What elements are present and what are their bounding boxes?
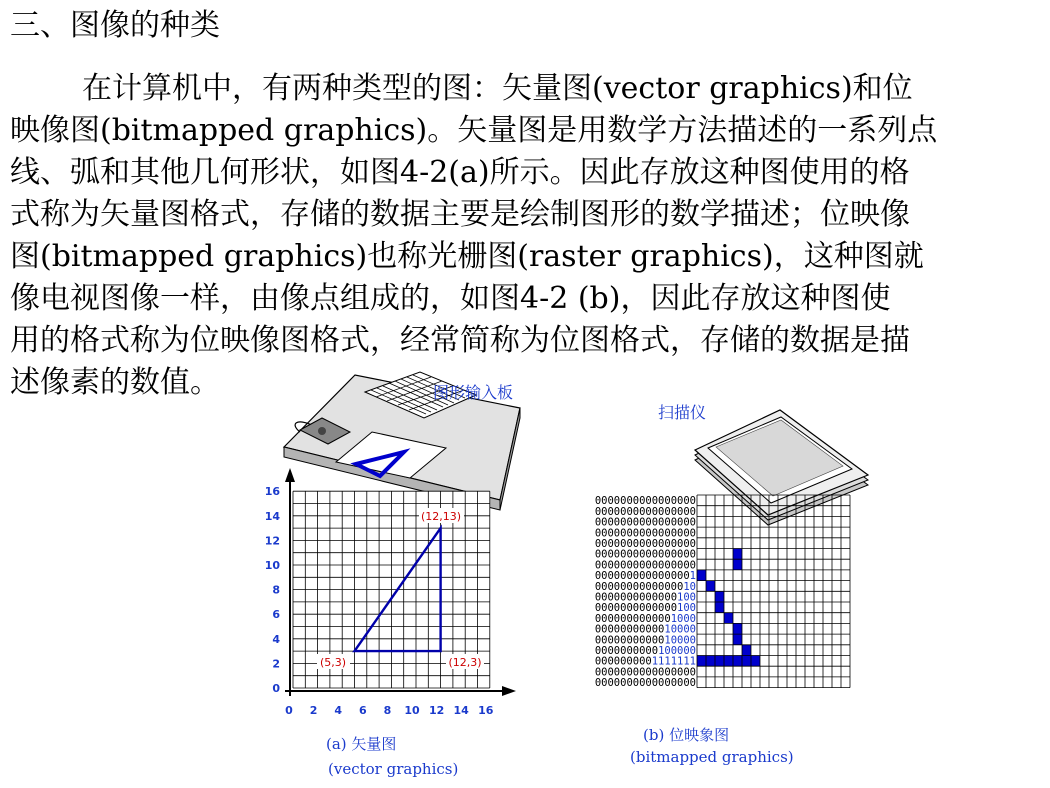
scanner-illustration xyxy=(695,410,868,525)
vector-caption-cn: (a) 矢量图 xyxy=(326,735,397,753)
y-tick-label: 16 xyxy=(264,485,280,499)
point-label: (12,13) xyxy=(420,510,462,523)
binary-row: 0000000000000100 xyxy=(594,591,696,604)
y-tick-label: 12 xyxy=(264,534,280,548)
binary-row: 0000000000000000 xyxy=(594,516,696,529)
x-tick-label: 16 xyxy=(478,704,494,717)
filled-pixel xyxy=(715,656,724,667)
binary-row: 0000000000010000 xyxy=(594,634,696,647)
y-tick-label: 14 xyxy=(264,509,280,523)
paragraph-line: 述像素的数值。 xyxy=(10,365,220,400)
bitmap-caption-cn: (b) 位映象图 xyxy=(643,726,730,744)
tablet-label: 图形输入板 xyxy=(433,383,514,402)
binary-row: 0000000000000001 xyxy=(594,570,696,583)
paragraph-line: 图(bitmapped graphics)也称光栅图(raster graphics)，这种图就 xyxy=(10,239,924,274)
vector-caption-en: (vector graphics) xyxy=(328,760,459,778)
y-tick-label: 4 xyxy=(272,632,280,646)
paragraph-line: 用的格式称为位映像图格式，经常简称为位图格式，存储的数据是描 xyxy=(10,323,910,358)
binary-row: 0000000000100000 xyxy=(594,645,696,657)
paragraph-line: 映像图(bitmapped graphics)。矢量图是用数学方法描述的一系列点 xyxy=(10,113,938,148)
paragraph-line: 线、弧和其他几何形状，如图4-2(a)所示。因此存放这种图使用的格 xyxy=(10,155,910,190)
x-tick-label: 6 xyxy=(358,704,367,717)
scanner-label: 扫描仪 xyxy=(658,403,707,422)
x-tick-label: 14 xyxy=(453,704,469,717)
point-label: (12,3) xyxy=(448,656,482,669)
filled-pixel xyxy=(715,591,724,602)
filled-pixel xyxy=(697,656,706,667)
binary-row: 0000000000010000 xyxy=(594,623,696,636)
binary-row: 0000000000000010 xyxy=(594,580,696,593)
filled-pixel xyxy=(733,623,742,634)
binary-row: 0000000000000000 xyxy=(594,527,696,540)
y-tick-label: 0 xyxy=(272,682,280,695)
filled-pixel xyxy=(706,581,715,592)
bitmap-filled-pixels xyxy=(697,549,760,667)
filled-pixel xyxy=(751,656,760,667)
filled-pixel xyxy=(724,613,733,624)
x-tick-label: 0 xyxy=(285,704,293,717)
binary-row: 0000000001111111 xyxy=(594,655,696,668)
binary-row: 0000000000000000 xyxy=(594,495,696,508)
paragraph-line: 在计算机中，有两种类型的图：矢量图(vector graphics)和位 xyxy=(82,71,913,106)
filled-pixel xyxy=(724,656,733,667)
bitmap-caption-en: (bitmapped graphics) xyxy=(630,748,794,766)
filled-pixel xyxy=(697,570,706,581)
vector-graph xyxy=(265,468,516,717)
x-tick-label: 4 xyxy=(334,704,343,717)
filled-pixel xyxy=(742,645,751,656)
paragraph-line: 像电视图像一样，由像点组成的，如图4-2 (b)，因此存放这种图使 xyxy=(10,281,891,316)
binary-row: 0000000000001000 xyxy=(594,612,696,625)
binary-row: 0000000000000100 xyxy=(594,602,696,615)
section-heading: 三、图像的种类 xyxy=(10,8,220,43)
binary-row: 0000000000000000 xyxy=(594,548,696,561)
filled-pixel xyxy=(733,549,742,560)
y-tick-label: 2 xyxy=(272,657,280,671)
point-label: (5,3) xyxy=(319,656,347,669)
filled-pixel xyxy=(733,559,742,570)
filled-pixel xyxy=(742,656,751,667)
binary-row: 0000000000000000 xyxy=(594,559,696,572)
bitmap-binary-rows xyxy=(595,495,696,689)
y-tick-label: 6 xyxy=(272,608,280,622)
binary-row: 0000000000000000 xyxy=(594,666,696,679)
x-tick-label: 2 xyxy=(309,704,318,717)
x-tick-label: 12 xyxy=(428,704,445,717)
binary-row: 0000000000000000 xyxy=(594,505,696,518)
x-tick-label: 10 xyxy=(404,704,420,717)
x-tick-label: 8 xyxy=(383,704,392,717)
y-tick-label: 8 xyxy=(272,583,280,597)
y-tick-label: 10 xyxy=(264,559,280,572)
filled-pixel xyxy=(733,634,742,645)
filled-pixel xyxy=(715,602,724,613)
binary-row: 0000000000000000 xyxy=(594,677,696,690)
bitmap-graph xyxy=(595,495,850,689)
binary-row: 0000000000000000 xyxy=(594,538,696,550)
paragraph-line: 式称为矢量图格式，存储的数据主要是绘制图形的数学描述；位映像 xyxy=(10,197,910,232)
filled-pixel xyxy=(706,656,715,667)
filled-pixel xyxy=(733,656,742,667)
